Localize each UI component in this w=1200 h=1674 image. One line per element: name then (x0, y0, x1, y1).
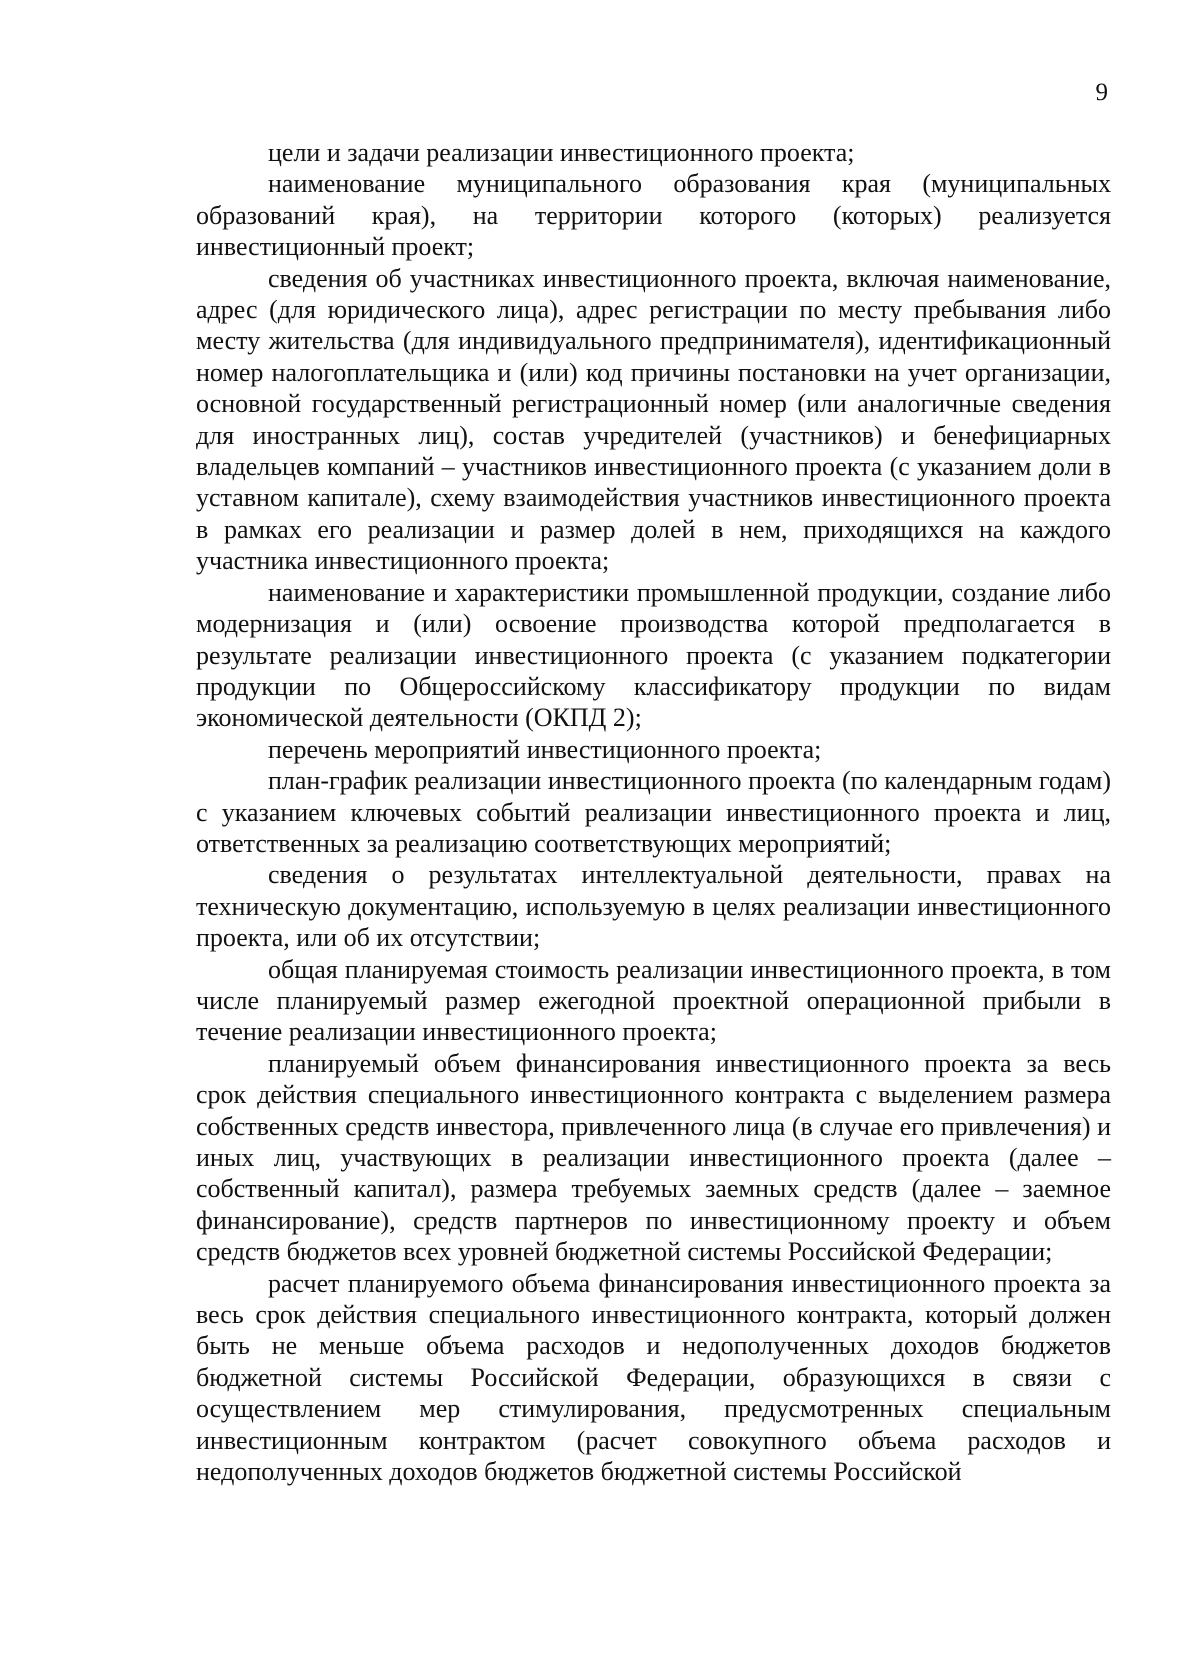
paragraph: расчет планируемого объема финансирования инвестиционного проекта за весь срок действия специального инвестиционного контракта, который должен быть не меньше объема расходов и недополученных доходов бюджетов бюджетной системы Российской Федерации, образующихся в связи с осуществлением мер стимулирования, предусмотренных специальным инвестиционным контрактом (расчет совокупного объема расходов и недополученных доходов бюджетов бюджетной системы Российской (196, 1268, 1111, 1487)
paragraph: сведения об участниках инвестиционного проекта, включая наименование, адрес (для юридического лица), адрес регистрации по месту пребывания либо месту жительства (для индивидуального предпринимателя), идентификационный номер налогоплательщика и (или) код причины постановки на учет организации, основной государственный регистрационный номер (или аналогичные сведения для иностранных лиц), состав учредителей (участников) и бенефициарных владельцев компаний – участников инвестиционного проекта (с указанием доли в уставном капитале), схему взаимодействия участников инвестиционного проекта в рамках его реализации и размер долей в нем, приходящихся на каждого участника инвестиционного проекта; (196, 263, 1111, 576)
paragraph: цели и задачи реализации инвестиционного проекта; (268, 138, 855, 167)
paragraph: перечень мероприятий инвестиционного проекта; (268, 734, 822, 764)
page-number: 9 (1095, 79, 1108, 106)
paragraph: наименование и характеристики промышленной продукции, создание либо модернизация и (или) освоение производства которой предполагается в результате реализации инвестиционного проекта (с указанием подкатегории продукции по Общероссийскому классификатору продукции по видам экономической деятельности (ОКПД 2); (196, 577, 1111, 733)
document-body (196, 137, 1111, 1487)
paragraph: наименование муниципального образования края (муниципальных образований края), на территории которого (которых) реализуется инвестиционный проект; (196, 169, 1111, 262)
paragraph: план-график реализации инвестиционного проекта (по календарным годам) с указанием ключевых событий реализации инвестиционного проекта и лиц, ответственных за реализацию соответствующих мероприятий; (196, 766, 1111, 858)
paragraph: общая планируемая стоимость реализации инвестиционного проекта, в том числе планируемый размер ежегодной проектной операционной прибыли в течение реализации инвестиционного проекта; (196, 954, 1111, 1047)
paragraph: сведения о результатах интеллектуальной деятельности, правах на техническую документацию, используемую в целях реализации инвестиционного проекта, или об их отсутствии; (196, 860, 1111, 953)
paragraph: планируемый объем финансирования инвестиционного проекта за весь срок действия специального инвестиционного контракта с выделением размера собственных средств инвестора, привлеченного лица (в случае его привлечения) и иных лиц, участвующих в реализации инвестиционного проекта (далее – собственный капитал), размера требуемых заемных средств (далее – заемное финансирование), средств партнеров по инвестиционному проекту и объем средств бюджетов всех уровней бюджетной системы Российской Федерации; (196, 1048, 1111, 1267)
